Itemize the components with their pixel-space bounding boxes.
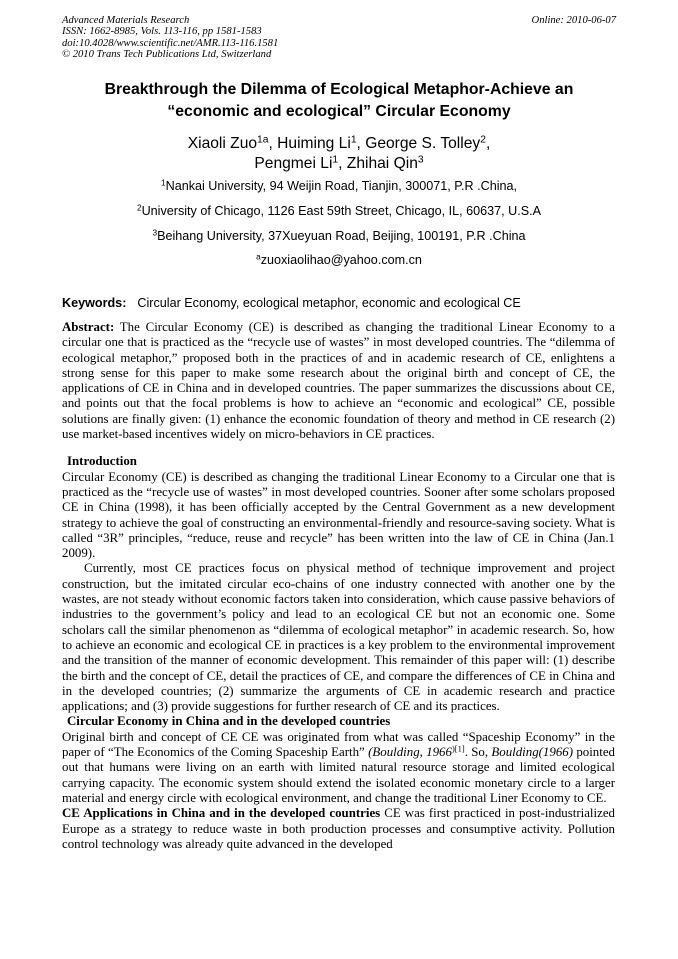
intro-paragraph-1: Circular Economy (CE) is described as changing the traditional Linear Economy to a Circular one that is practiced as the “recycle use of wastes” in most developed countries. Sooner after some scholars proposed CE in China (1998), it has been officially accepted by the Central Government as a new development strategy to achieve the goal of constructing an environmental-friendly and resource-saving society. What is called “3R” principles, “reduce, reuse and recycle” has been written into the law of CE in China (Jan.1 2009). (62, 469, 615, 561)
affiliation-3: $^3$Beihang University, 37Xueyuan Road, Beijing, 100191, P.R .China (152, 227, 526, 243)
keywords-label: Keywords: (62, 296, 127, 310)
subsection-label: CE Applications in China and in the developed countries (62, 806, 381, 821)
author-line-2 (62, 154, 616, 174)
section2-paragraph-1: Original birth and concept of CE CE was originated from what was called “Spaceship Economy” in the paper of “The Economics of the Coming Spaceship Earth” (Boulding, $1966^{)[1]}$. So, Boulding(1966) pointed out that humans were living on an earth with limited natural resource storage and limited ecological carrying capacity. The economic system should extend the isolated economic monetary circle to a larger material and energy circle with ecological environment, and change the traditional Liner Economy to CE. (62, 729, 615, 805)
abstract-label: Abstract: (62, 320, 115, 334)
journal-name: Advanced Materials Research (62, 15, 190, 26)
title-line-1: Breakthrough the Dilemma of Ecological Metaphor-Achieve an (104, 81, 574, 98)
copyright-line: © 2010 Trans Tech Publications Ltd, Switzerland (62, 49, 272, 61)
author-name: , Huiming Li (268, 135, 351, 152)
author-email: $^a$zuoxiaolihao@yahoo.com.cn (256, 251, 422, 267)
section2-paragraph-2: CE Applications in China and in the developed countries CE was first practiced in post-industrialized Europe as a strategy to reduce waste in both production processes and consumptive activity. Pollution control technology was already quite advanced in the developed (62, 806, 615, 851)
author-sup: 1 (350, 134, 357, 146)
keywords (62, 296, 618, 310)
issn-line: ISSN: 1662-8985, Vols. 113-116, pp 1581-1583 (62, 26, 262, 38)
author-name: Pengmei Li (254, 155, 333, 172)
abstract (62, 320, 615, 442)
author-sup: 1 (332, 154, 339, 166)
author-name: , Zhihai Qin (338, 155, 418, 172)
online-date: Online: 2010-06-07 (531, 15, 616, 26)
affiliation-2: $^2$University of Chicago, 1126 East 59th Street, Chicago, IL, 60637, U.S.A (136, 202, 542, 218)
author-name: Xiaoli Zuo (187, 135, 258, 152)
author-name: , George S. Tolley (356, 135, 481, 152)
paper-title (62, 79, 616, 123)
author-sup: 2 (480, 134, 486, 146)
author-sup: 1a (257, 134, 269, 146)
paper-body (62, 320, 615, 852)
citation: (Boulding, 1966 (368, 745, 452, 760)
author-sup: 3 (417, 154, 424, 166)
keywords-text: Circular Economy, ecological metaphor, economic and ecological CE (137, 296, 521, 310)
journal-header (62, 15, 622, 61)
author-list (62, 134, 616, 174)
intro-paragraph-2: Currently, most CE practices focus on physical method of technique improvement and project construction, but the imitated circular eco-chains of one industry connected with another one by the wastes, are not steady without economic factors taken into consideration, which cause passive behaviors of industries to the government’s policy and lead to an ecological CE but not an economic one. Some scholars call the similar phenomenon as “dilemma of ecological metaphor” in academic research. So, how to achieve an economic and ecological CE in practices is a key problem to the environmental improvement and the transition of the manner of economic development. This remainder of this paper will: (1) describe the birth and the concept of CE, detail the practices of CE, and compare the differences of CE in China and in the developed countries; (2) summarize the arguments of CE in academic research and practice applications; and (3) provide suggestions for further research of CE and its practices. (62, 561, 615, 714)
citation: Boulding(1966) (491, 745, 574, 760)
citation-sup: )[1] (451, 743, 465, 754)
section-heading-ce-china: Circular Economy in China and in the developed countries (67, 714, 391, 729)
title-line-2: “economic and ecological” Circular Economy (167, 103, 511, 120)
author-separator: , (485, 135, 491, 152)
abstract-text: The Circular Economy (CE) is described as changing the traditional Linear Economy to a circular one that is practiced as the “recycle use of wastes” in most developed countries. The “dilemma of ecological metaphor,” proposed both in the practices of and in academic research of CE, enlightens a strong sense for this paper to make some research about the original birth and concept of CE, the applications of CE in China and in developed countries. The paper summarizes the discussions about CE, and points out that the focal problems is how to achieve an “economic and ecological” CE, possible solutions are finally given: (1) enhance the economic foundation of theory and method in CE research (2) use market-based incentives widely on micro-behaviors in CE practices. (62, 320, 615, 442)
affiliation-1: $^1$Nankai University, 94 Weijin Road, Tianjin, 300071, P.R .China, (160, 177, 518, 193)
section-heading-introduction: Introduction (67, 454, 137, 469)
author-line-1 (62, 134, 616, 154)
doi-line: doi:10.4028/www.scientific.net/AMR.113-116.1581 (62, 37, 279, 49)
